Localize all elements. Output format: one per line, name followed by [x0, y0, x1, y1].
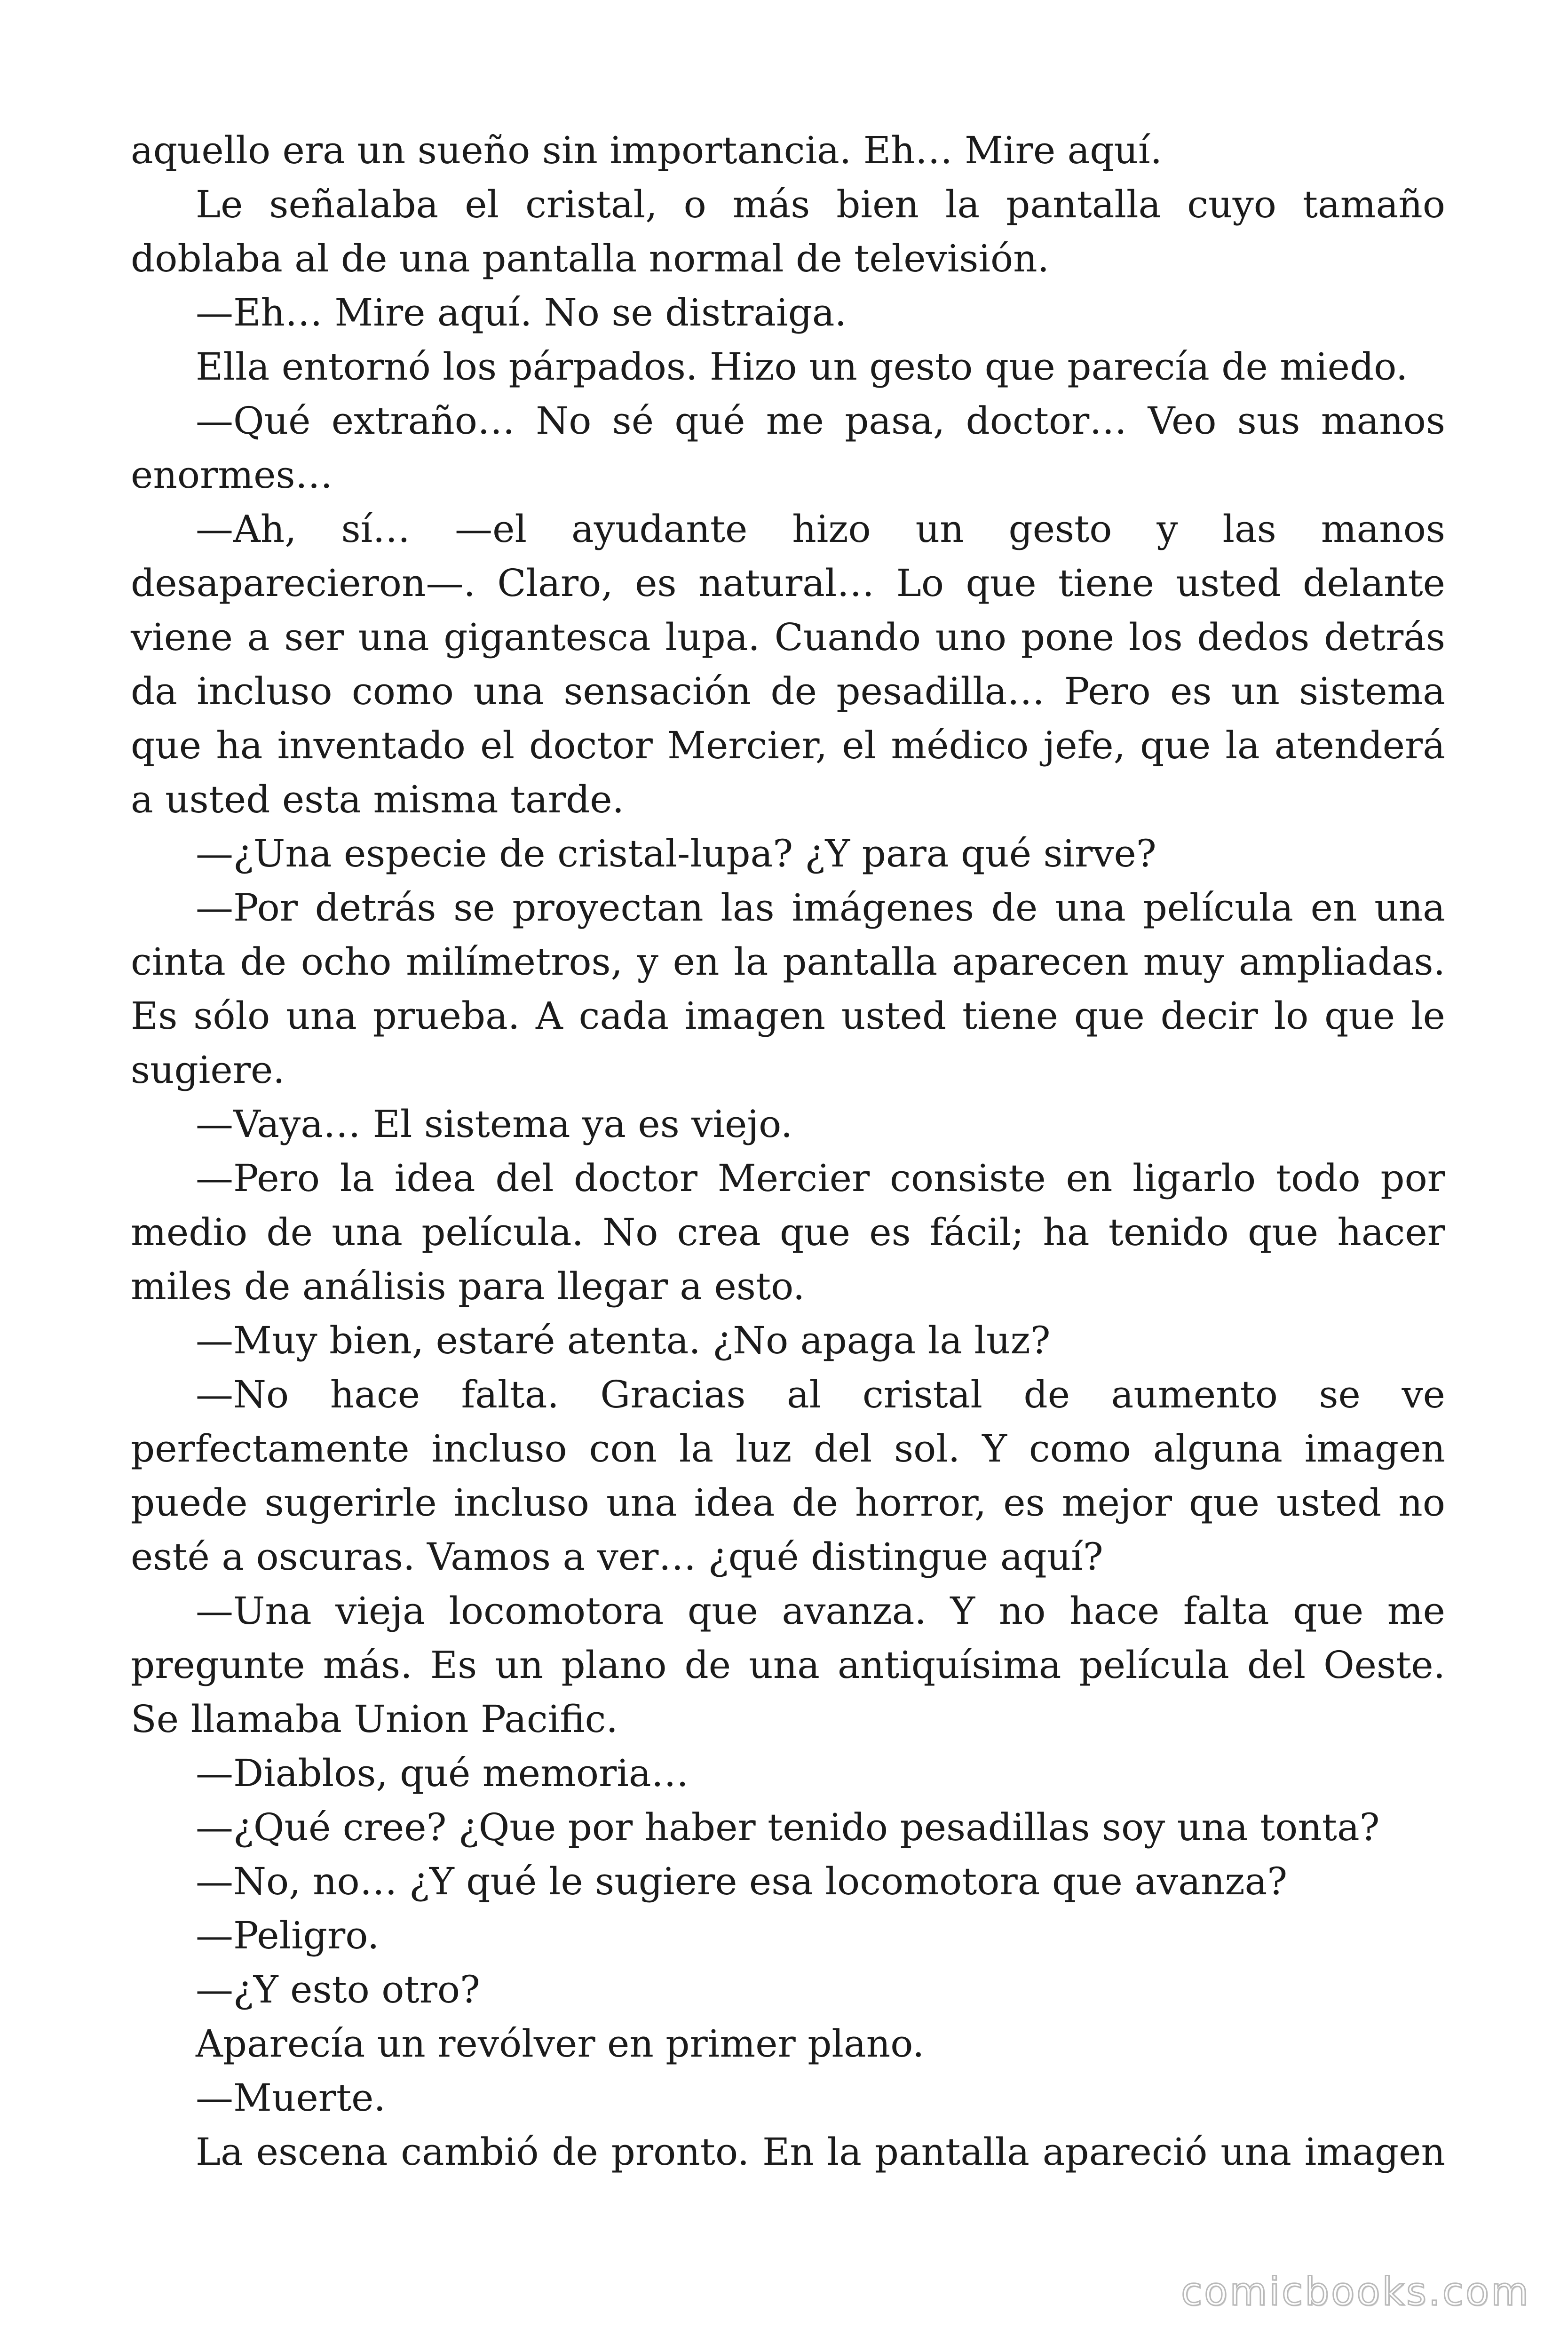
watermark-logo: comicbooks.com [1181, 2270, 1530, 2314]
paragraph: —Una vieja locomotora que avanza. Y no hace falta que me pregunte más. Es un plano de una antiquísima película del Oeste. Se llamaba Union Pacific. [131, 1589, 1445, 1741]
paragraph: —Vaya… El sistema ya es viejo. [196, 1102, 793, 1146]
paragraph: —Pero la idea del doctor Mercier consiste en ligarlo todo por medio de una película. No crea que es fácil; ha tenido que hacer miles de análisis para llegar a esto. [131, 1156, 1445, 1308]
paragraph: —¿Qué cree? ¿Que por haber tenido pesadillas soy una tonta? [196, 1805, 1380, 1849]
paragraph: —Peligro. [196, 1914, 380, 1957]
paragraph: La escena cambió de pronto. En la pantalla apareció una imagen [196, 2130, 1445, 2174]
paragraph: aquello era un sueño sin importancia. Eh… Mire aquí. [131, 128, 1163, 172]
paragraph: Aparecía un revólver en primer plano. [196, 2022, 925, 2066]
paragraph: —¿Y esto otro? [196, 1968, 480, 2011]
paragraph: —Diablos, qué memoria… [196, 1751, 689, 1795]
paragraph: —¿Una especie de cristal-lupa? ¿Y para qué sirve? [196, 832, 1156, 875]
paragraph: —Qué extraño… No sé qué me pasa, doctor… Veo sus manos enormes… [131, 399, 1445, 497]
paragraph: —Muy bien, estaré atenta. ¿No apaga la luz? [196, 1319, 1051, 1362]
paragraph: Ella entornó los párpados. Hizo un gesto que parecía de miedo. [196, 345, 1408, 389]
paragraph: —No hace falta. Gracias al cristal de aumento se ve perfectamente incluso con la luz del sol. Y como alguna imagen puede sugerirle incluso una idea de horror, es mejor que usted no esté a oscuras. Vamos a ver… ¿qué distingue aquí? [131, 1373, 1445, 1579]
paragraph: —No, no… ¿Y qué le sugiere esa locomotora que avanza? [196, 1859, 1288, 1903]
page-text [131, 123, 1445, 2179]
paragraph: Le señalaba el cristal, o más bien la pantalla cuyo tamaño doblaba al de una pantalla normal de televisión. [131, 183, 1445, 280]
paragraph: —Por detrás se proyectan las imágenes de una película en una cinta de ocho milímetros, y en la pantalla aparecen muy ampliadas. Es sólo una prueba. A cada imagen usted tiene que decir lo que le sugiere. [131, 886, 1445, 1092]
paragraph: —Ah, sí… —el ayudante hizo un gesto y las manos desaparecieron—. Claro, es natural… Lo que tiene usted delante viene a ser una gigantesca lupa. Cuando uno pone los dedos detrás da incluso como una sensación de pesadilla… Pero es un sistema que ha inventado el doctor Mercier, el médico jefe, que la atenderá a usted esta misma tarde. [131, 507, 1445, 821]
paragraph: —Muerte. [196, 2076, 386, 2120]
paragraph: —Eh… Mire aquí. No se distraiga. [196, 291, 847, 334]
